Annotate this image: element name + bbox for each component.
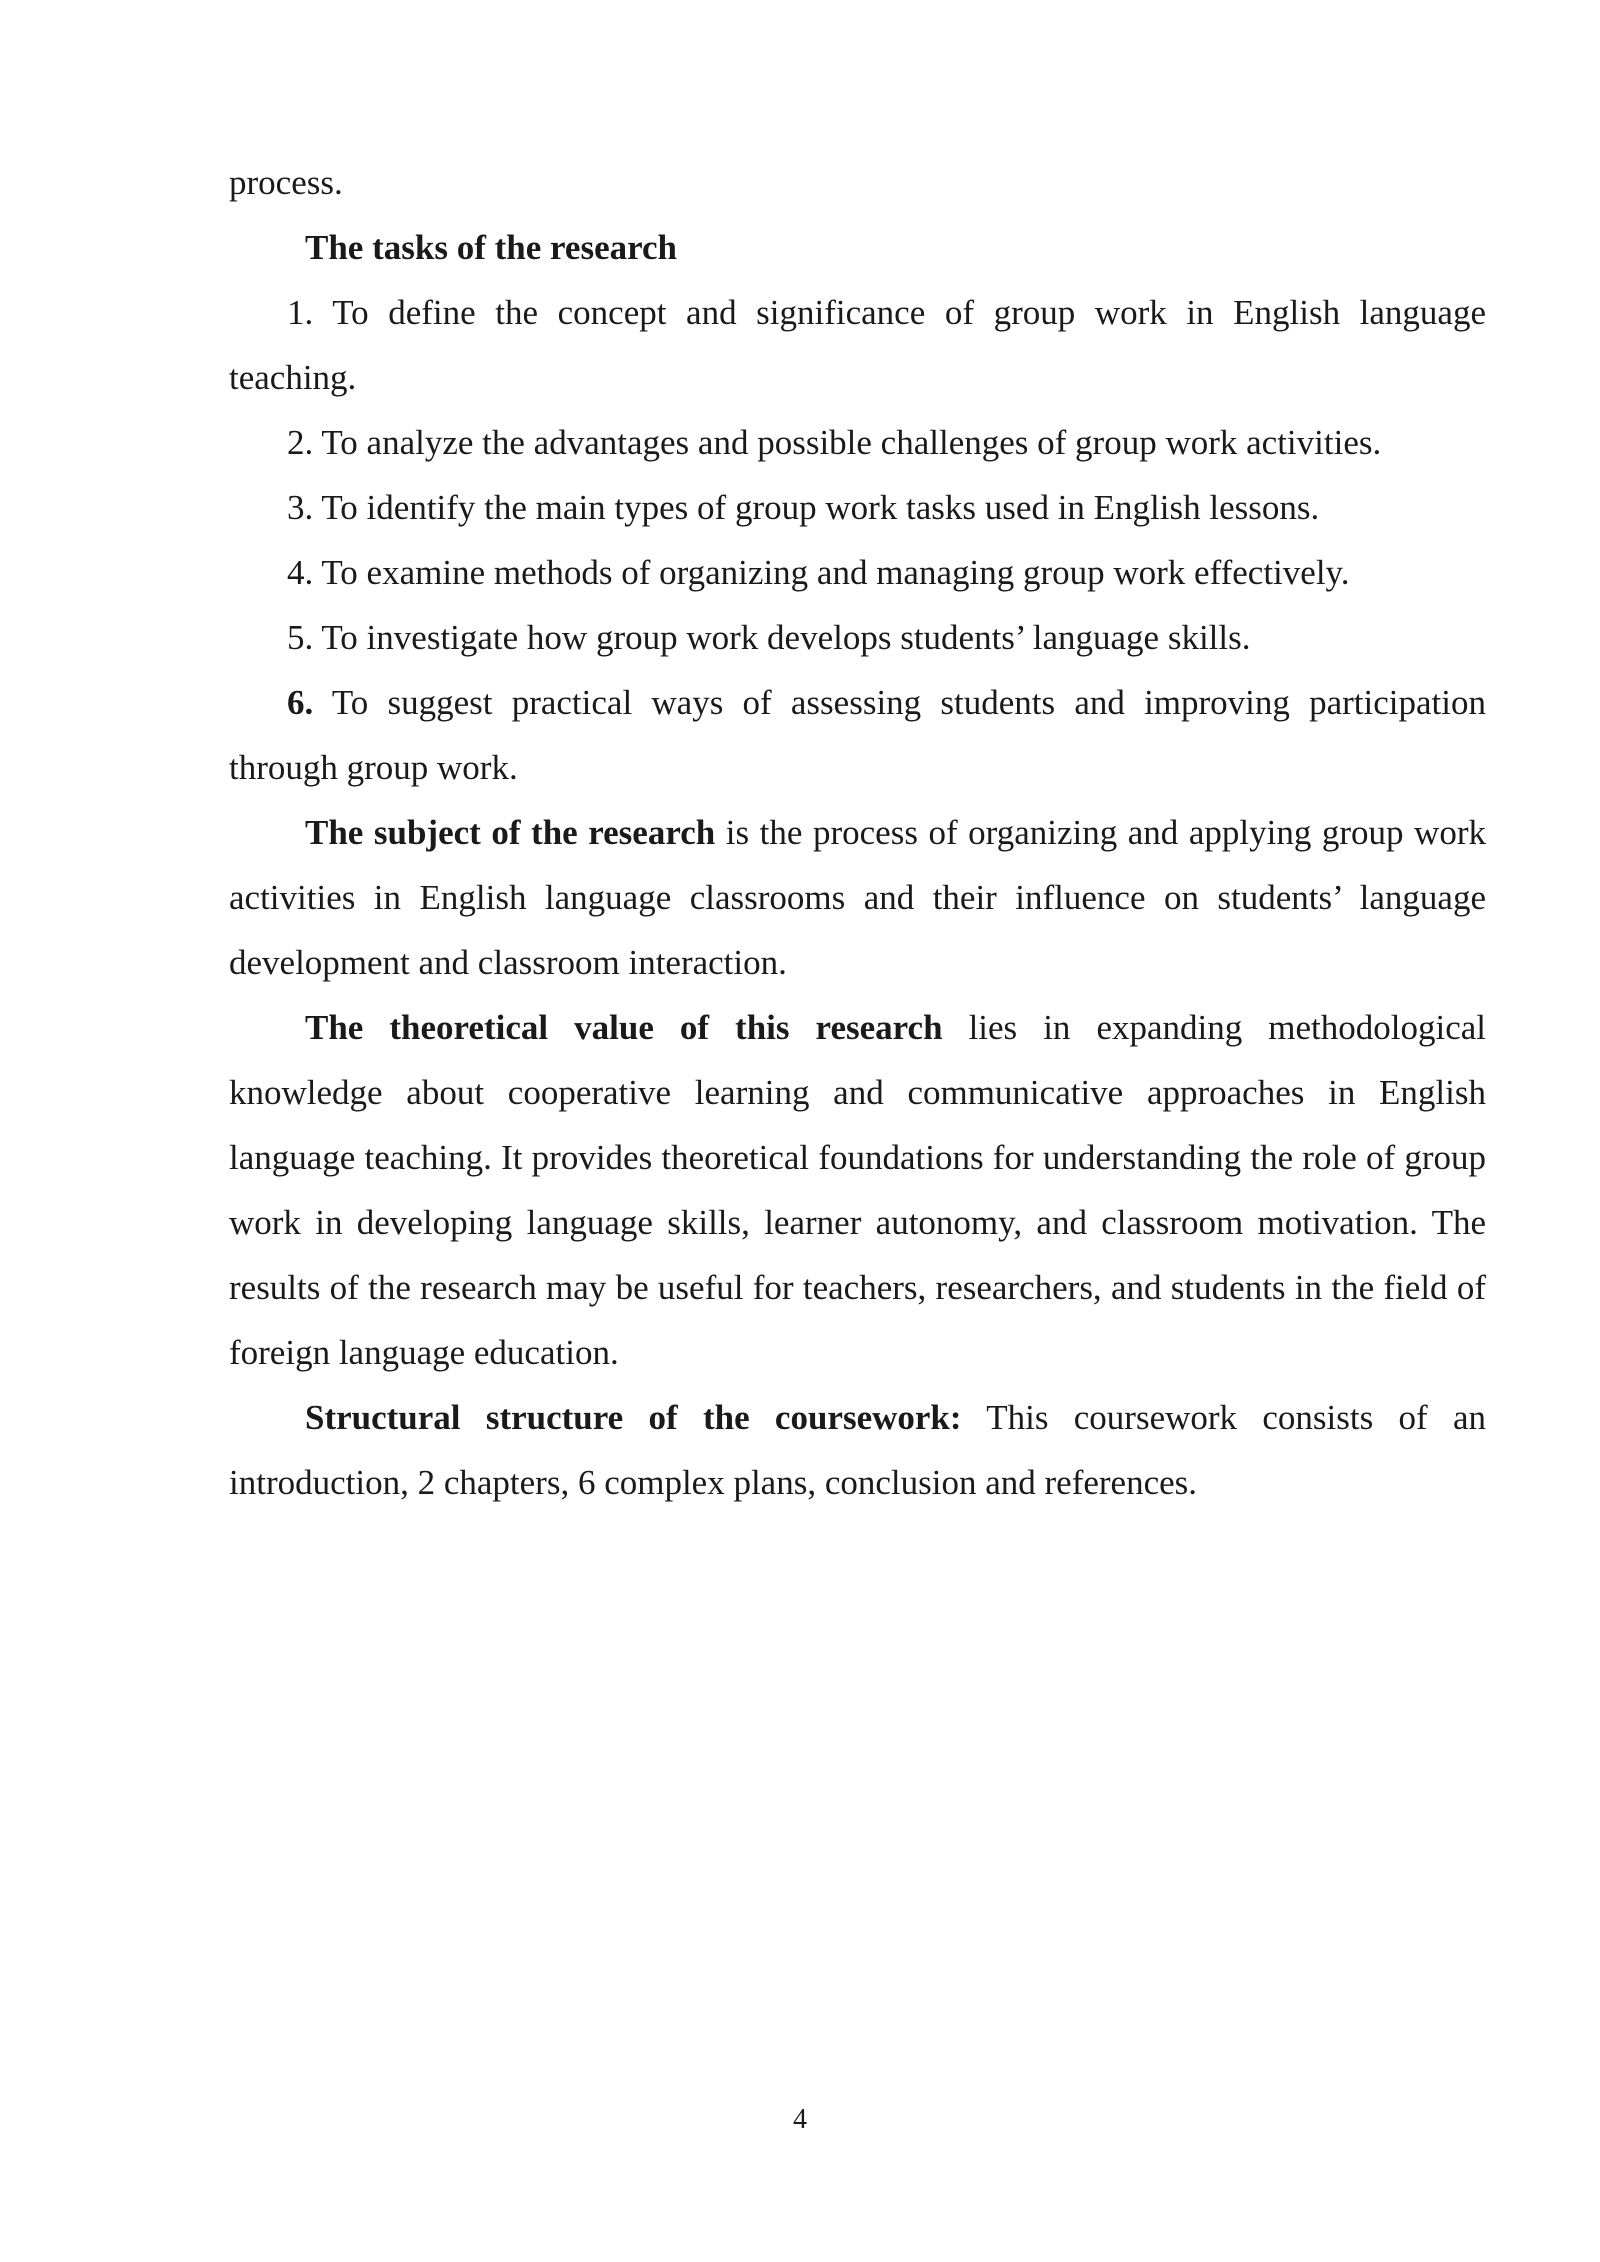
subject-paragraph [229,800,1486,995]
task-text: To identify the main types of group work tasks used in English lessons. [321,488,1320,527]
theoretical-value-text: lies in expanding methodological knowledge about cooperative learning and communicative approaches in English language teaching. It provides theoretical foundations for understanding the role of group work in developing language skills, learner autonomy, and classroom motivation. The results of the research may be useful for teachers, researchers, and students in the field of foreign language education. [229,1008,1486,1372]
task-text: To investigate how group work develops students’ language skills. [321,618,1251,657]
task-text: To define the concept and significance of group work in English language teaching. [229,293,1486,397]
continued-text: process. [229,163,343,202]
task-text: To analyze the advantages and possible challenges of group work activities. [321,423,1382,462]
subject-text: is the process of organizing and applying group work activities in English language classrooms and their influence on students’ language development and classroom interaction. [229,813,1486,982]
tasks-heading-paragraph [229,215,1486,280]
task-number: 3. [287,488,314,527]
task-item-2 [229,410,1486,475]
task-item-6 [229,670,1486,800]
task-number: 2. [287,423,314,462]
task-item-3 [229,475,1486,540]
task-number: 5. [287,618,314,657]
task-text: To suggest practical ways of assessing students and improving participation through group work. [229,683,1487,787]
task-item-5 [229,605,1486,670]
document-body [229,150,1486,1515]
task-item-4 [229,540,1486,605]
subject-label: The subject of the research [305,813,716,852]
page-number: 4 [793,2104,807,2135]
tasks-heading: The tasks of the research [305,228,678,267]
task-number: 4. [287,553,314,592]
task-item-1 [229,280,1486,410]
structure-label: Structural structure of the coursework: [305,1398,962,1437]
theoretical-value-paragraph [229,995,1486,1385]
theoretical-value-label: The theoretical value of this research [305,1008,943,1047]
task-number: 1. [287,293,314,332]
task-number: 6. [287,683,314,722]
task-text: To examine methods of organizing and managing group work effectively. [321,553,1350,592]
structure-paragraph [229,1385,1486,1515]
continued-paragraph [229,150,1486,215]
structure-text: This coursework consists of an introduction, 2 chapters, 6 complex plans, conclusion and references. [229,1398,1486,1502]
